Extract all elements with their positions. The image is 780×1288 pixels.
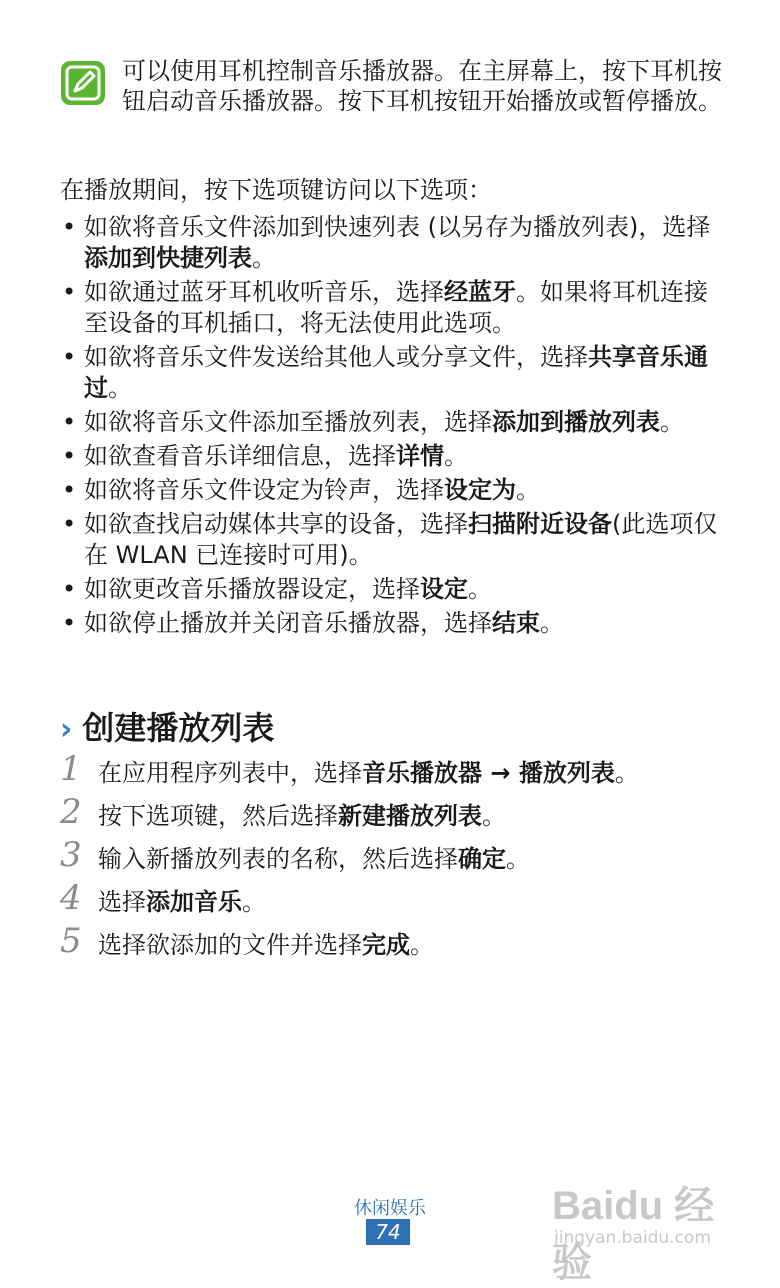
step-bold: 新建播放列表 — [338, 802, 482, 830]
list-item — [60, 277, 720, 339]
watermark — [552, 1166, 742, 1285]
item-tail: 。 — [516, 476, 540, 504]
note-text: 可以使用耳机控制音乐播放器。在主屏幕上，按下耳机按钮启动音乐播放器。按下耳机按钮开始播放或暂停播放。 — [122, 57, 722, 115]
item-bold: 设定为 — [444, 476, 516, 504]
section-title: 创建播放列表 — [82, 709, 275, 747]
item-bold: 经蓝牙 — [444, 278, 516, 306]
step-bold: 音乐播放器 → 播放列表 — [362, 759, 615, 787]
page-number: 74 — [366, 1219, 410, 1245]
step-text: 选择 — [98, 888, 146, 916]
bullet-dot: • — [62, 609, 77, 637]
list-item — [60, 509, 720, 571]
item-bold: 添加到快捷列表 — [84, 244, 252, 272]
step-text: 输入新播放列表的名称，然后选择 — [98, 845, 458, 873]
bullet-dot: • — [62, 343, 77, 371]
item-tail: 。 — [252, 244, 276, 272]
bullet-dot: • — [62, 442, 77, 470]
item-tail: 。如果将耳机连接至设备的耳机插口，将无法使用此选项。 — [84, 278, 708, 337]
item-text: 如欲更改音乐播放器设定，选择 — [84, 575, 420, 603]
step-item — [60, 792, 720, 832]
item-tail: 。 — [108, 374, 132, 402]
list-item — [60, 407, 720, 438]
item-tail: (此选项仅在 WLAN 已连接时可用)。 — [84, 510, 718, 569]
step-tail: 。 — [506, 845, 530, 873]
step-list — [60, 749, 720, 973]
step-number: 4 — [60, 878, 82, 918]
step-item — [60, 878, 720, 918]
step-item — [60, 835, 720, 875]
bullet-dot: • — [62, 408, 77, 436]
step-item — [60, 921, 720, 961]
step-bold: 确定 — [458, 845, 506, 873]
step-bold: 添加音乐 — [146, 888, 242, 916]
list-item — [60, 441, 720, 472]
list-item — [60, 608, 720, 639]
option-list — [60, 212, 720, 642]
step-number: 5 — [60, 921, 82, 961]
note-pencil-icon — [60, 60, 106, 106]
intro-text: 在播放期间，按下选项键访问以下选项： — [60, 176, 492, 204]
item-tail: 。 — [444, 442, 468, 470]
list-item — [60, 475, 720, 506]
step-text: 在应用程序列表中，选择 — [98, 759, 362, 787]
watermark-logo: Baidu 经验 — [552, 1184, 715, 1285]
item-tail: 。 — [468, 575, 492, 603]
footer-chapter-title: 休闲娱乐 — [354, 1198, 426, 1219]
item-text: 如欲查找启动媒体共享的设备，选择 — [84, 510, 468, 538]
bullet-dot: • — [62, 510, 77, 538]
item-bold: 添加到播放列表 — [492, 408, 660, 436]
item-tail: 。 — [660, 408, 684, 436]
item-text: 如欲通过蓝牙耳机收听音乐，选择 — [84, 278, 444, 306]
item-bold: 详情 — [396, 442, 444, 470]
item-text: 如欲查看音乐详细信息，选择 — [84, 442, 396, 470]
section-heading — [60, 706, 274, 752]
step-tail: 。 — [614, 759, 639, 787]
step-tail: 。 — [482, 802, 506, 830]
bullet-dot: • — [62, 213, 77, 241]
list-item — [60, 212, 720, 274]
item-text: 如欲将音乐文件添加到快速列表 (以另存为播放列表)，选择 — [84, 213, 711, 241]
item-text: 如欲将音乐文件添加至播放列表，选择 — [84, 408, 492, 436]
item-tail: 。 — [540, 609, 564, 637]
step-bold: 完成 — [362, 931, 410, 959]
bullet-dot: • — [62, 575, 77, 603]
item-bold: 扫描附近设备 — [468, 510, 612, 538]
step-item — [60, 749, 720, 789]
list-item — [60, 574, 720, 605]
item-text: 如欲将音乐文件设定为铃声，选择 — [84, 476, 444, 504]
bullet-dot: • — [62, 476, 77, 504]
item-text: 如欲将音乐文件发送给其他人或分享文件，选择 — [84, 343, 588, 371]
list-item — [60, 342, 720, 404]
step-text: 选择欲添加的文件并选择 — [98, 931, 362, 959]
step-number: 1 — [60, 749, 82, 789]
step-tail: 。 — [242, 888, 266, 916]
item-bold: 结束 — [492, 609, 540, 637]
item-text: 如欲停止播放并关闭音乐播放器，选择 — [84, 609, 492, 637]
step-number: 2 — [60, 792, 82, 832]
chevron-right-icon: › — [60, 712, 73, 747]
item-bold: 共享音乐通过 — [84, 343, 708, 402]
item-bold: 设定 — [420, 575, 468, 603]
step-text: 按下选项键，然后选择 — [98, 802, 338, 830]
step-tail: 。 — [410, 931, 434, 959]
bullet-dot: • — [62, 278, 77, 306]
watermark-url: jingyan.baidu.com — [554, 1228, 711, 1248]
step-number: 3 — [60, 835, 82, 875]
